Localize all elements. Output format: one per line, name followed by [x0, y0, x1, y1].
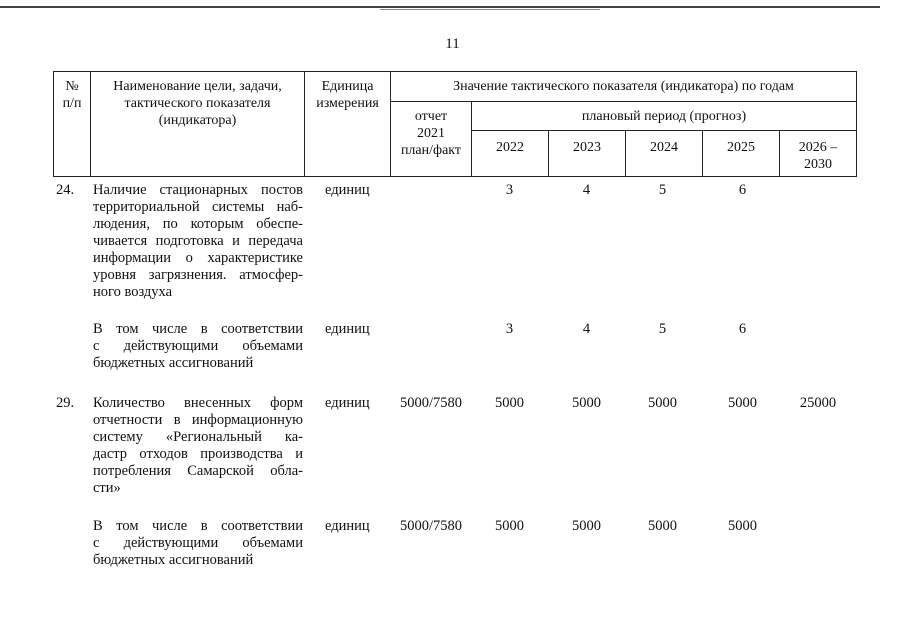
row-report: 5000/7580 — [399, 518, 463, 534]
row-number: 24. — [56, 182, 75, 198]
header-report: отчет 2021 план/факт — [391, 102, 472, 177]
row-name-line: сти» — [93, 480, 121, 496]
row-name-line: В том числе в соответствии — [93, 518, 303, 534]
row-name-line: систему «Региональный ка- — [93, 429, 303, 445]
header-year-2024: 2024 — [626, 131, 703, 177]
page-number: 11 — [445, 36, 460, 52]
row-name-line: уровня загрязнения. атмосфер- — [93, 267, 303, 283]
row-unit: единиц — [325, 395, 370, 411]
row-name-line: ного воздуха — [93, 284, 173, 300]
row-name-line: бюджетных ассигнований — [93, 355, 254, 371]
row-value-2022: 3 — [505, 321, 514, 337]
row-value-2023: 5000 — [572, 518, 601, 534]
header-year-2026-2030: 2026 – 2030 — [780, 131, 857, 177]
row-name — [93, 182, 303, 301]
row-value-2025: 5000 — [728, 395, 757, 411]
row-name-line: чивается подготовка и передача — [93, 233, 303, 249]
header-name: Наименование цели, задачи, тактического показателя (индикатора) — [91, 72, 305, 177]
header-year-2025: 2025 — [703, 131, 780, 177]
header-unit: Единица измерения — [305, 72, 391, 177]
row-value-2026-2030: 25000 — [799, 395, 837, 411]
row-name-line: людения, по которым обеспе- — [93, 216, 303, 232]
header-number: № п/п — [54, 72, 91, 177]
row-number: 29. — [56, 395, 75, 411]
row-name-line: дастр отходов производства и — [93, 446, 303, 462]
row-name-line: Количество внесенных форм — [93, 395, 303, 411]
row-value-2025: 5000 — [728, 518, 757, 534]
row-value-2024: 5000 — [648, 395, 677, 411]
row-name-line: Наличие стационарных постов — [93, 182, 303, 198]
row-value-2023: 4 — [582, 321, 591, 337]
row-value-2023: 4 — [582, 182, 591, 198]
row-value-2024: 5 — [658, 182, 667, 198]
row-unit: единиц — [325, 518, 370, 534]
row-value-2022: 5000 — [495, 518, 524, 534]
row-name-line: В том числе в соответствии — [93, 321, 303, 337]
row-unit: единиц — [325, 182, 370, 198]
row-value-2025: 6 — [738, 321, 747, 337]
row-value-2022: 5000 — [495, 395, 524, 411]
row-value-2024: 5000 — [648, 518, 677, 534]
row-value-2025: 6 — [738, 182, 747, 198]
row-name — [93, 321, 303, 372]
row-report: 5000/7580 — [399, 395, 463, 411]
row-unit: единиц — [325, 321, 370, 337]
row-name-line: бюджетных ассигнований — [93, 552, 254, 568]
header-year-2022: 2022 — [472, 131, 549, 177]
row-name-line: территориальной системы наб- — [93, 199, 303, 215]
header-values-title: Значение тактического показателя (индикатора) по годам — [391, 72, 857, 102]
row-name-line: потребления Самарской обла- — [93, 463, 303, 479]
row-value-2024: 5 — [658, 321, 667, 337]
row-name — [93, 518, 303, 569]
row-name-line: с действующими объемами — [93, 338, 303, 354]
row-value-2023: 5000 — [572, 395, 601, 411]
row-name-line: информации о характеристике — [93, 250, 303, 266]
row-name — [93, 395, 303, 497]
row-name-line: отчетности в информационную — [93, 412, 303, 428]
row-value-2022: 3 — [505, 182, 514, 198]
header-planned: плановый период (прогноз) — [472, 102, 857, 131]
header-year-2023: 2023 — [549, 131, 626, 177]
row-name-line: с действующими объемами — [93, 535, 303, 551]
